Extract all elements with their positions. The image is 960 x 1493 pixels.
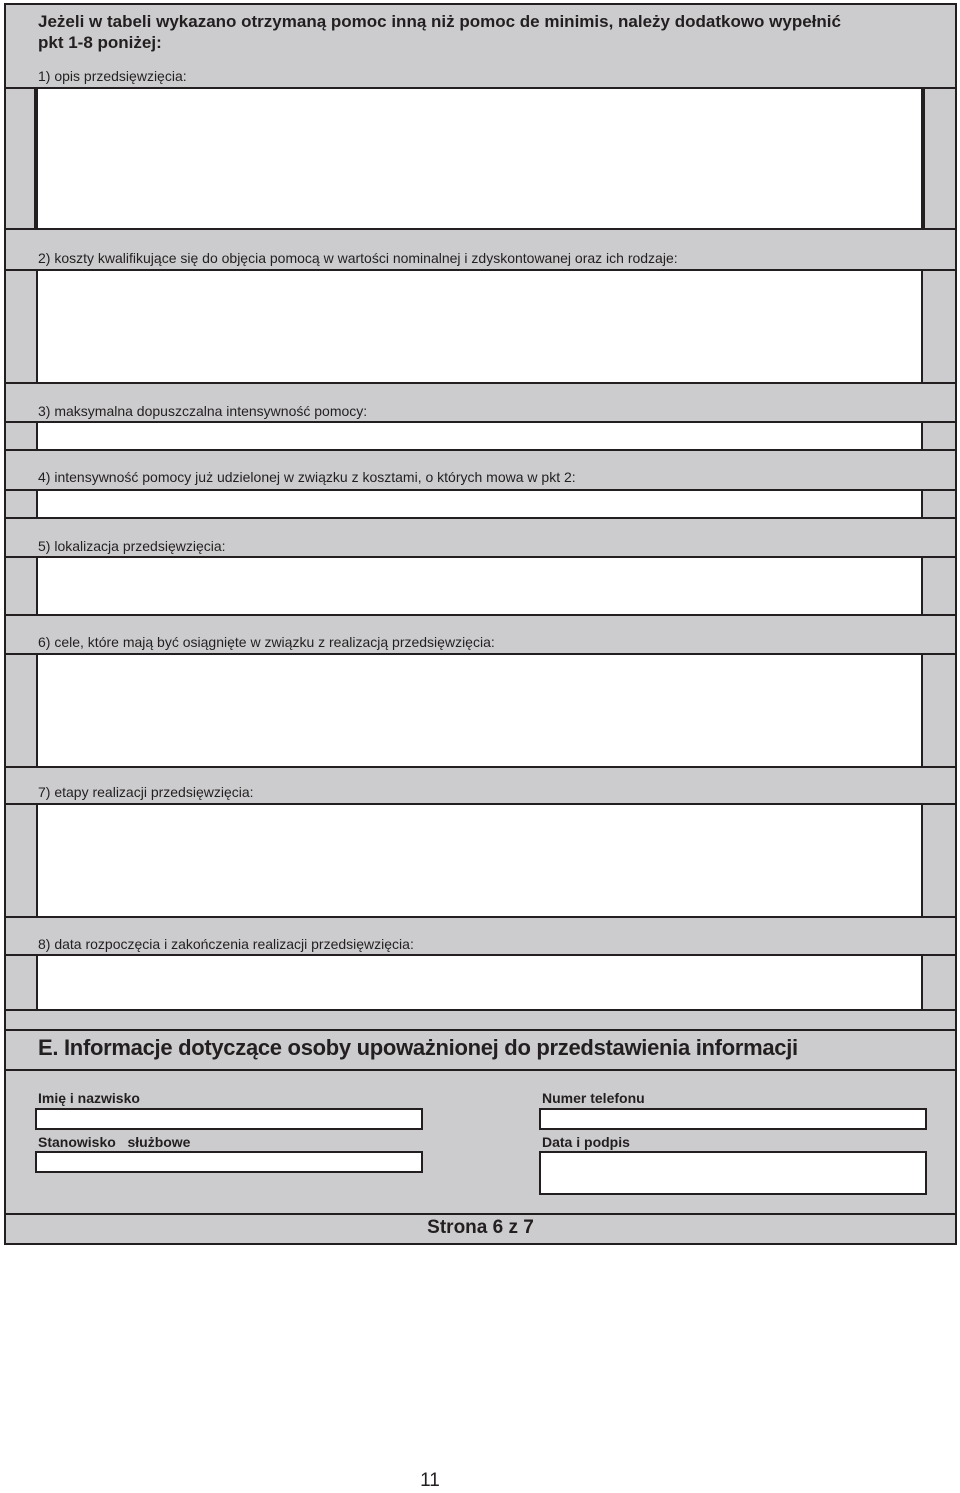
item-1-field[interactable] [36,87,923,230]
phone-label: Numer telefonu [542,1090,645,1106]
position-field[interactable] [35,1151,423,1173]
item-1-label: 1) opis przedsięwzięcia: [38,68,187,84]
divider [6,517,955,519]
item-6-field[interactable] [36,653,923,768]
item-8-field[interactable] [36,954,923,1011]
item-2-label: 2) koszty kwalifikujące się do objęcia pomocą w wartości nominalnej i zdyskontowanej oraz ich rodzaje: [38,250,678,266]
item-4-field[interactable] [36,489,923,519]
form-instruction [38,11,841,53]
item-8-label: 8) data rozpoczęcia i zakończenia realizacji przedsięwzięcia: [38,936,414,952]
divider [6,614,955,616]
divider [6,766,955,768]
item-3-label: 3) maksymalna dopuszczalna intensywność pomocy: [38,403,368,419]
item-6-label: 6) cele, które mają być osiągnięte w związku z realizacją przedsięwzięcia: [38,634,495,650]
divider [6,228,955,230]
aid-information-form [4,3,957,1245]
divider [6,1009,955,1011]
date-sign-label: Data i podpis [542,1134,630,1150]
right-gutter [923,87,925,230]
item-2-field[interactable] [36,269,923,384]
instruction-line-1: Jeżeli w tabeli wykazano otrzymaną pomoc inną niż pomoc de minimis, należy dodatkowo wypełnić [38,12,841,31]
date-signature-field[interactable] [539,1151,927,1195]
page-counter: Strona 6 z 7 [427,1217,534,1238]
divider [6,1069,955,1071]
position-label: Stanowisko służbowe [38,1134,191,1150]
item-5-label: 5) lokalizacja przedsięwzięcia: [38,538,226,554]
item-7-label: 7) etapy realizacji przedsięwzięcia: [38,784,254,800]
divider [6,449,955,451]
item-4-label: 4) intensywność pomocy już udzielonej w związku z kosztami, o których mowa w pkt 2: [38,469,576,485]
divider [6,916,955,918]
item-5-field[interactable] [36,556,923,616]
left-gutter [34,87,36,230]
phone-field[interactable] [539,1108,927,1130]
name-label: Imię i nazwisko [38,1090,140,1106]
name-field[interactable] [35,1108,423,1130]
item-3-field[interactable] [36,421,923,451]
footer-divider [6,1213,955,1215]
divider [6,382,955,384]
section-e-title: E. Informacje dotyczące osoby upoważnionej do przedstawienia informacji [38,1035,798,1060]
item-7-field[interactable] [36,803,923,918]
section-e-divider [6,1029,955,1031]
page-number: 11 [420,1470,440,1491]
instruction-line-2: pkt 1-8 poniżej: [38,33,162,52]
